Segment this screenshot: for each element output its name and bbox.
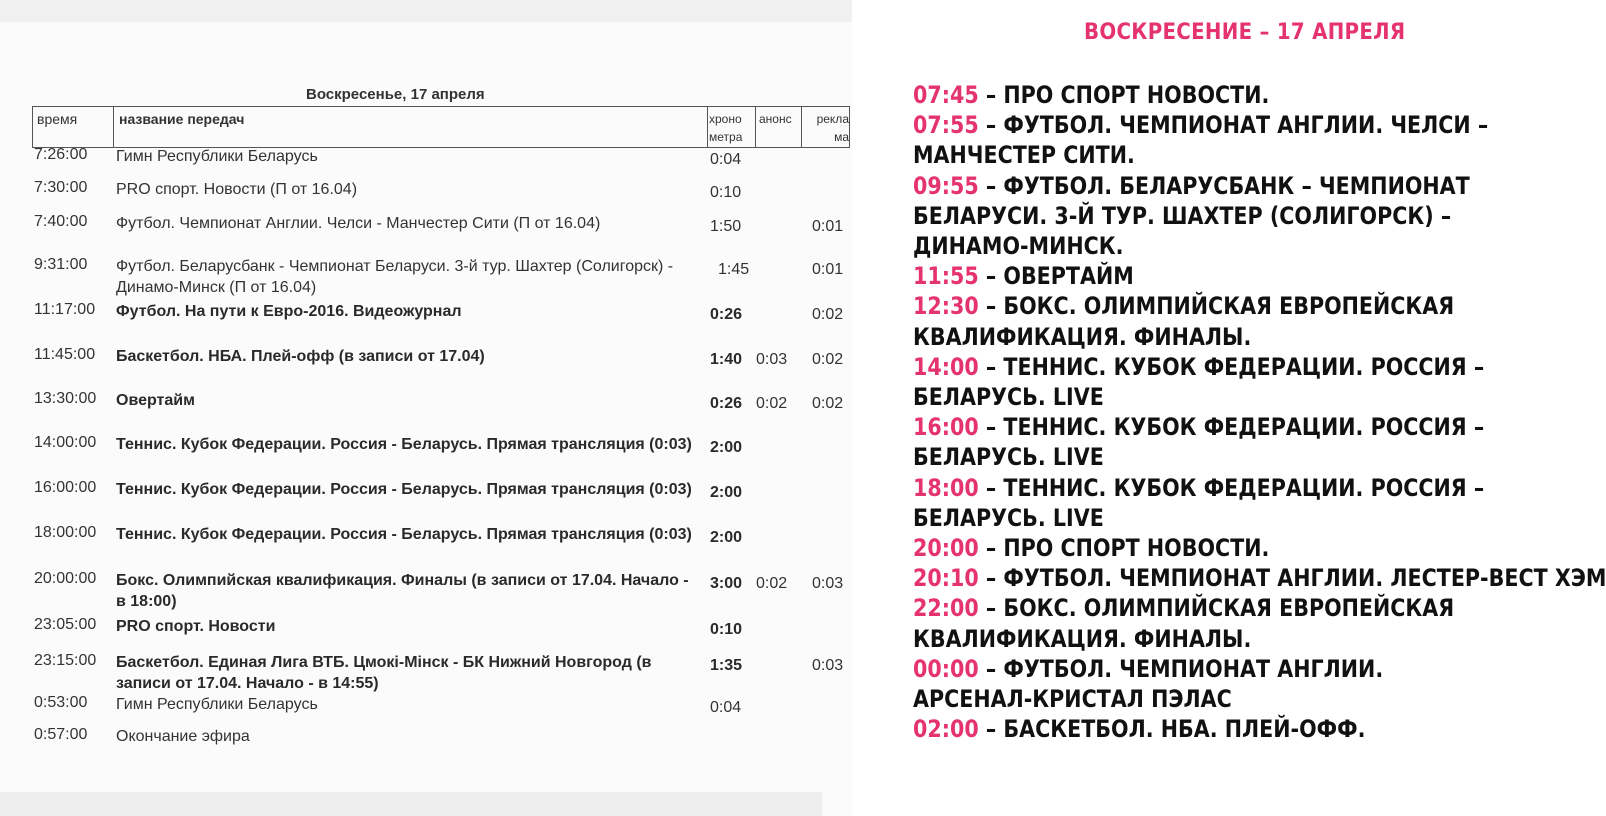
scan-top-border	[0, 0, 852, 22]
scan-title: Воскресенье, 17 апреля	[306, 86, 485, 103]
row-duration: 1:50	[710, 218, 742, 235]
listing-time: 00:00	[913, 654, 979, 683]
listing-text: – ФУТБОЛ. ЧЕМПИОНАТ АНГЛИИ.	[978, 654, 1384, 683]
row-ads: 0:03	[812, 575, 844, 592]
row-program-name: Футбол. На пути к Евро-2016. Видеожурнал	[116, 303, 462, 320]
row-duration: 0:04	[710, 699, 742, 716]
listing-time: 12:30	[913, 292, 979, 321]
listing-line	[913, 503, 1541, 533]
listing-time: 14:00	[913, 352, 979, 381]
row-time: 20:00:00	[34, 570, 97, 587]
row-duration: 0:10	[710, 184, 742, 201]
row-program-name: Бокс. Олимпийская квалификация. Финалы (в записи от 17.04. Начало - в 18:00)	[116, 572, 689, 610]
header-name: название передач	[119, 111, 245, 127]
header-divider	[801, 107, 802, 147]
row-program-name: Футбол. Беларусбанк - Чемпионат Беларуси. 3-й тур. Шахтер (Солигорск) - Динамо-Минск (П от 16.04)	[116, 258, 674, 296]
row-time: 18:00:00	[34, 524, 97, 541]
listing-text: АРСЕНАЛ-КРИСТАЛ ПЭЛАС	[913, 685, 1232, 714]
row-time: 7:40:00	[34, 213, 88, 230]
header-duration: хроно метра	[709, 112, 743, 144]
listing-text: – БАСКЕТБОЛ. НБА. ПЛЕЙ-ОФФ.	[978, 715, 1366, 744]
listing-line	[913, 352, 1541, 382]
listing-time: 22:00	[913, 594, 979, 623]
row-ads: 0:03	[812, 657, 844, 674]
listing-line	[913, 261, 1541, 291]
scan-bottom-border	[0, 792, 822, 816]
listing-line	[913, 231, 1541, 261]
listing-text: МАНЧЕСТЕР СИТИ.	[913, 141, 1135, 170]
listing-text: БЕЛАРУСЬ. LIVE	[913, 503, 1104, 532]
listing-line	[913, 201, 1541, 231]
listing-time: 20:00	[913, 534, 979, 563]
row-program-name: Гимн Республики Беларусь	[116, 148, 318, 165]
row-time: 14:00:00	[34, 434, 97, 451]
listing-line	[913, 322, 1541, 352]
listing-line	[913, 412, 1541, 442]
listing-text: ДИНАМО-МИНСК.	[913, 232, 1124, 261]
row-duration: 2:00	[710, 529, 743, 546]
listing-text: – ТЕННИС. КУБОК ФЕДЕРАЦИИ. РОССИЯ –	[978, 413, 1485, 442]
listing-line	[913, 171, 1541, 201]
row-duration: 0:04	[710, 151, 742, 168]
row-duration: 1:35	[710, 657, 743, 674]
row-program-name: PRO спорт. Новости (П от 16.04)	[116, 181, 358, 198]
row-time: 11:17:00	[34, 301, 96, 318]
header-announce: анонс	[759, 112, 792, 126]
row-duration: 1:45	[718, 261, 750, 278]
listing-time: 20:10	[913, 564, 979, 593]
listing-line	[913, 382, 1541, 412]
listing-line	[913, 442, 1541, 472]
listing-time: 07:45	[913, 81, 979, 109]
listing-line	[913, 714, 1541, 744]
header-time: время	[37, 111, 78, 127]
listing-text: – ФУТБОЛ. ЧЕМПИОНАТ АНГЛИИ. ЛЕСТЕР-ВЕСТ ХЭМ	[978, 564, 1606, 593]
listing-text: – ФУТБОЛ. БЕЛАРУСБАНК – ЧЕМПИОНАТ	[978, 171, 1470, 200]
listing-time: 09:55	[913, 171, 979, 200]
row-time: 16:00:00	[34, 479, 97, 496]
row-duration: 3:00	[710, 575, 743, 592]
row-ads: 0:02	[812, 351, 844, 368]
listing-line	[913, 110, 1541, 140]
listing-text: – БОКС. ОЛИМПИЙСКАЯ ЕВРОПЕЙСКАЯ	[978, 594, 1455, 623]
row-program-name: Футбол. Чемпионат Англии. Челси - Манчестер Сити (П от 16.04)	[116, 215, 601, 232]
row-time: 23:15:00	[34, 652, 97, 669]
listing-text: КВАЛИФИКАЦИЯ. ФИНАЛЫ.	[913, 624, 1252, 653]
row-duration: 2:00	[710, 484, 743, 501]
listing-text: БЕЛАРУСЬ. LIVE	[913, 383, 1104, 412]
listing-entries	[913, 80, 1606, 744]
header-divider	[755, 107, 756, 147]
row-ads: 0:01	[812, 261, 844, 278]
row-time: 7:30:00	[34, 179, 88, 196]
schedule-table-header	[32, 106, 850, 148]
header-divider	[707, 107, 708, 147]
row-program-name: Гимн Республики Беларусь	[116, 696, 318, 713]
row-program-name: Баскетбол. Единая Лига ВТБ. Цмокі-Мінск - БК Нижний Новгород (в записи от 17.04. Начало - в 14:55)	[116, 654, 652, 692]
row-announce: 0:02	[756, 575, 788, 592]
listing-time: 07:55	[913, 111, 979, 140]
listing-text: – ФУТБОЛ. ЧЕМПИОНАТ АНГЛИИ. ЧЕЛСИ –	[978, 111, 1489, 140]
row-time: 11:45:00	[34, 346, 96, 363]
listing-line	[913, 291, 1541, 321]
header-ads: рекла ма	[816, 112, 849, 144]
row-time: 13:30:00	[34, 390, 97, 407]
row-program-name: Овертайм	[116, 392, 195, 409]
row-program-name: Теннис. Кубок Федерации. Россия - Беларусь. Прямая трансляция (0:03)	[116, 526, 692, 543]
listing-line	[913, 80, 1541, 110]
listing-line	[913, 140, 1541, 170]
listing-text: БЕЛАРУСЬ. LIVE	[913, 443, 1104, 472]
listing-text: БЕЛАРУСИ. 3-Й ТУР. ШАХТЕР (СОЛИГОРСК) –	[913, 201, 1452, 230]
row-time: 0:53:00	[34, 694, 88, 711]
row-ads: 0:01	[812, 218, 844, 235]
row-program-name: PRO спорт. Новости	[116, 618, 276, 635]
row-duration: 2:00	[710, 439, 743, 456]
listing-heading: ВОСКРЕСЕНИЕ – 17 АПРЕЛЯ	[1084, 20, 1406, 45]
listing-text: – ТЕННИС. КУБОК ФЕДЕРАЦИИ. РОССИЯ –	[978, 352, 1485, 381]
row-ads: 0:02	[812, 395, 844, 412]
row-time: 0:57:00	[34, 726, 88, 743]
listing-time: 18:00	[913, 473, 979, 502]
row-program-name: Окончание эфира	[116, 728, 250, 745]
listing-text: – БОКС. ОЛИМПИЙСКАЯ ЕВРОПЕЙСКАЯ	[978, 292, 1455, 321]
row-announce: 0:02	[756, 395, 788, 412]
listing-line	[913, 684, 1541, 714]
listing-text: – ПРО СПОРТ НОВОСТИ.	[978, 534, 1270, 563]
listing-time: 02:00	[913, 715, 979, 744]
listing-line	[913, 563, 1606, 593]
row-time: 7:26:00	[34, 146, 88, 163]
listing-line	[913, 593, 1541, 623]
row-duration: 1:40	[710, 351, 743, 368]
listing-line	[913, 624, 1541, 654]
row-program-name: Баскетбол. НБА. Плей-офф (в записи от 17.04)	[116, 348, 485, 365]
row-program-name: Теннис. Кубок Федерации. Россия - Беларусь. Прямая трансляция (0:03)	[116, 436, 692, 453]
listing-time: 16:00	[913, 413, 979, 442]
listing-time: 11:55	[913, 262, 979, 291]
listing-text: – ТЕННИС. КУБОК ФЕДЕРАЦИИ. РОССИЯ –	[978, 473, 1485, 502]
listing-line	[913, 654, 1541, 684]
row-announce: 0:03	[756, 351, 788, 368]
listing-line	[913, 473, 1541, 503]
listing-line	[913, 533, 1541, 563]
listing-text: – ОВЕРТАЙМ	[978, 262, 1134, 291]
header-divider	[113, 107, 114, 147]
row-duration: 0:10	[710, 621, 743, 638]
listing-text: – ПРО СПОРТ НОВОСТИ.	[978, 81, 1270, 109]
row-time: 23:05:00	[34, 616, 97, 633]
listing-text: КВАЛИФИКАЦИЯ. ФИНАЛЫ.	[913, 322, 1252, 351]
row-program-name: Теннис. Кубок Федерации. Россия - Беларусь. Прямая трансляция (0:03)	[116, 481, 692, 498]
row-duration: 0:26	[710, 395, 743, 412]
row-duration: 0:26	[710, 306, 743, 323]
row-ads: 0:02	[812, 306, 844, 323]
row-time: 9:31:00	[34, 256, 88, 273]
